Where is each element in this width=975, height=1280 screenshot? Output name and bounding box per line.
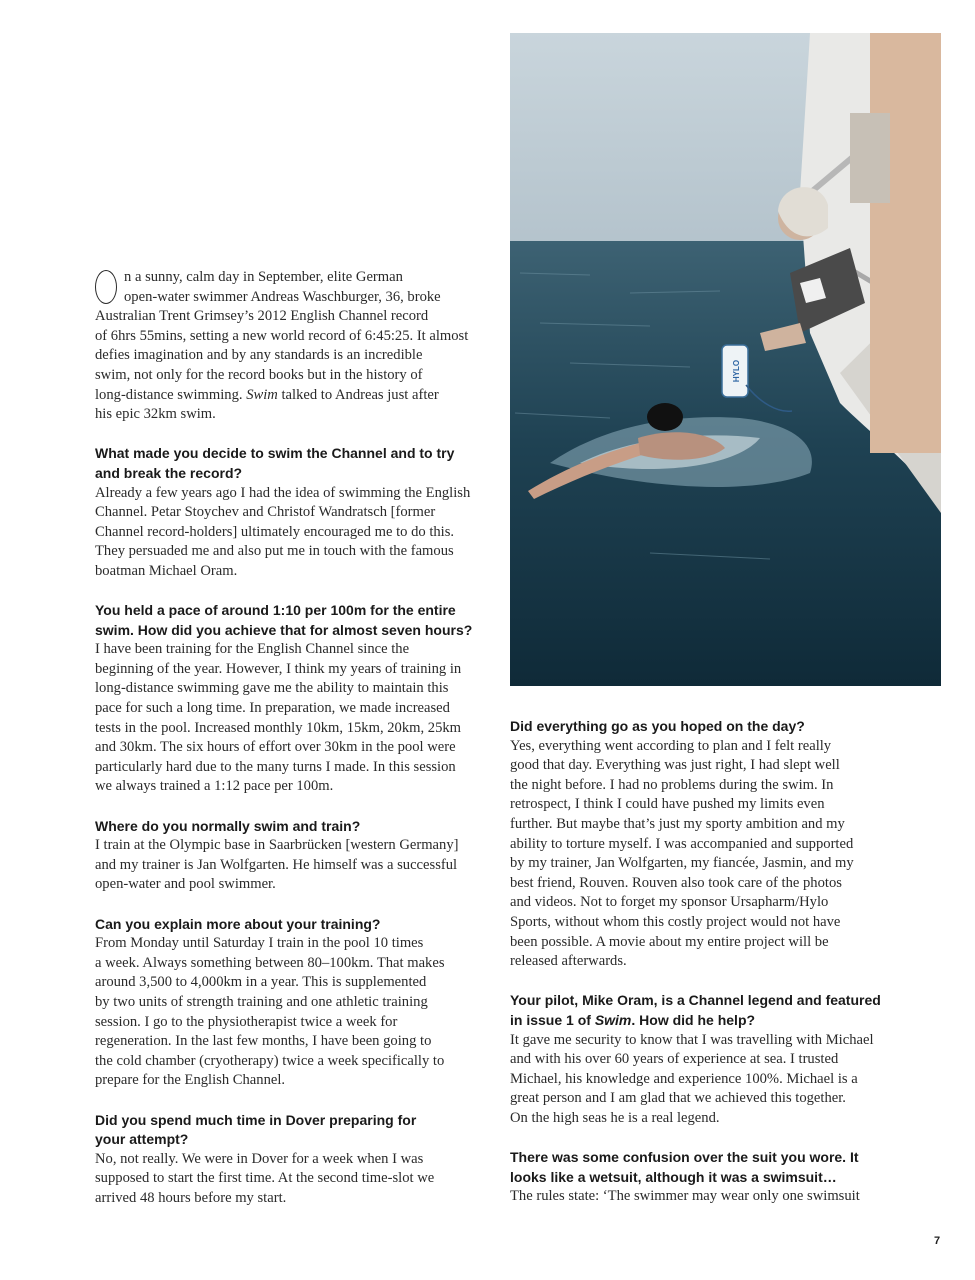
answer-line: pace for such a long time. In preparation, we made increased: [95, 700, 450, 717]
answer-line: Yes, everything went according to plan and I felt really: [510, 737, 832, 754]
question: Can you explain more about your training?: [95, 915, 381, 932]
qa-block: [95, 601, 487, 797]
drop-cap: [95, 270, 117, 304]
answer-line: the night before. I had no problems during the swim. In: [510, 776, 834, 793]
answer-line: and videos. Not to forget my sponsor Ursapharm/Hylo: [510, 894, 829, 911]
qa-block: [510, 717, 902, 972]
intro-line: Australian Trent Grimsey’s 2012 English Channel record: [95, 308, 429, 325]
question: What made you decide to swim the Channel and to try: [95, 445, 455, 462]
answer-line: further. But maybe that’s just my sporty ambition and my: [510, 815, 845, 832]
answer-line: Michael, his knowledge and experience 100%. Michael is a: [510, 1070, 858, 1087]
answer-line: around 3,500 to 4,000km in a year. This is supplemented: [95, 974, 427, 991]
answer-line: boatman Michael Oram.: [95, 562, 238, 579]
answer-line: regeneration. In the last few months, I have been going to: [95, 1033, 432, 1050]
answer-line: the cold chamber (cryotherapy) twice a week specifically to: [95, 1052, 445, 1069]
question: looks like a wetsuit, although it was a swimsuit…: [510, 1168, 837, 1185]
answer-line: beginning of the year. However, I think my years of training in: [95, 660, 462, 677]
intro-line: n a sunny, calm day in September, elite German: [124, 269, 403, 285]
intro-line: defies imagination and by any standards is an incredible: [95, 347, 423, 364]
answer-line: retrospect, I think I could have pushed my limits even: [510, 796, 825, 813]
question: There was some confusion over the suit you wore. It: [510, 1149, 859, 1166]
answer-line: On the high seas he is a real legend.: [510, 1109, 720, 1126]
answer-line: tests in the pool. Increased monthly 10km, 15km, 20km, 25km: [95, 719, 462, 736]
answer-line: From Monday until Saturday I train in the pool 10 times: [95, 935, 424, 952]
magazine-name: Swim: [246, 386, 278, 403]
answer-line: No, not really. We were in Dover for a week when I was: [95, 1150, 424, 1167]
answer-line: particularly hard due to the many turns I made. In this session: [95, 758, 456, 775]
qa-block: [510, 991, 902, 1128]
page-number: 7: [934, 1235, 941, 1247]
answer-line: good that day. Everything was just right, I had slept well: [510, 757, 840, 774]
answer-line: we always trained a 1:12 pace per 100m.: [95, 778, 334, 795]
question: Did everything go as you hoped on the day?: [510, 718, 805, 734]
question: swim. How did you achieve that for almost seven hours?: [95, 621, 473, 638]
answer-line: It gave me security to know that I was travelling with Michael: [510, 1031, 874, 1048]
answer-line: I have been training for the English Channel since the: [95, 641, 410, 658]
answer-line: and with his over 60 years of experience at sea. I trusted: [510, 1051, 839, 1068]
intro-line: his epic 32km swim.: [95, 406, 216, 423]
question: Where do you normally swim and train?: [95, 817, 361, 834]
answer-line: arrived 48 hours before my start.: [95, 1189, 287, 1206]
qa-block: [510, 1148, 902, 1207]
question: your attempt?: [95, 1131, 189, 1148]
answer-line: long-distance swimming gave me the ability to maintain this: [95, 680, 449, 697]
article-column-left: [95, 268, 487, 1209]
answer-line: They persuaded me and also put me in touch with the famous: [95, 543, 454, 560]
intro-line: long-distance swimming. Swim talked to Andreas just after: [95, 386, 439, 403]
answer-line: best friend, Rouven. Rouven also took care of the photos: [510, 874, 842, 891]
question: Your pilot, Mike Oram, is a Channel legend and featured: [510, 992, 881, 1009]
intro-paragraph: [95, 268, 487, 425]
magazine-name: Swim: [594, 1011, 632, 1028]
answer-line: supposed to start the first time. At the second time-slot we: [95, 1170, 435, 1187]
answer-line: been possible. A movie about my entire project will be: [510, 933, 829, 950]
swimmer-photo: [510, 33, 941, 686]
answer-line: prepare for the English Channel.: [95, 1072, 286, 1089]
intro-line: of 6hrs 55mins, setting a new world record of 6:45:25. It almost: [95, 327, 469, 344]
answer-line: Channel record-holders] ultimately encouraged me to do this.: [95, 523, 455, 540]
answer-line: ability to torture myself. I was accompanied and supported: [510, 835, 854, 852]
answer-line: Channel. Petar Stoychev and Christof Wandratsch [former: [95, 504, 436, 521]
qa-block: [95, 915, 487, 1091]
question: in issue 1 of Swim. How did he help?: [510, 1011, 756, 1028]
answer-line: I train at the Olympic base in Saarbrücken [western Germany]: [95, 837, 459, 854]
bottle-label: HYLO: [732, 359, 741, 383]
qa-block: [95, 444, 487, 581]
question: and break the record?: [95, 464, 243, 481]
answer-line: and 30km. The six hours of effort over 30km in the pool were: [95, 739, 456, 756]
intro-line: open-water swimmer Andreas Waschburger, 36, broke: [124, 288, 441, 305]
question: You held a pace of around 1:10 per 100m for the entire: [95, 602, 456, 619]
answer-line: by two units of strength training and one athletic training: [95, 993, 428, 1010]
question: Did you spend much time in Dover preparing for: [95, 1111, 417, 1128]
answer-line: Sports, without whom this costly project would not have: [510, 913, 841, 930]
answer-line: session. I go to the physiotherapist twice a week for: [95, 1013, 398, 1030]
qa-block: [95, 1111, 487, 1209]
answer-line: a week. Always something between 80–100km. That makes: [95, 954, 445, 971]
qa-block: [95, 817, 487, 895]
answer-line: Already a few years ago I had the idea of swimming the English: [95, 484, 471, 501]
article-column-right: [510, 717, 902, 1207]
answer-line: open-water and pool swimmer.: [95, 876, 276, 893]
answer-line: The rules state: ‘The swimmer may wear only one swimsuit: [510, 1188, 860, 1205]
answer-line: and my trainer is Jan Wolfgarten. He himself was a successful: [95, 856, 458, 873]
answer-line: by my trainer, Jan Wolfgarten, my fiancée, Jasmin, and my: [510, 855, 854, 872]
intro-line: swim, not only for the record books but in the history of: [95, 366, 423, 383]
answer-line: released afterwards.: [510, 953, 627, 970]
answer-line: great person and I am glad that we achieved this together.: [510, 1090, 846, 1107]
